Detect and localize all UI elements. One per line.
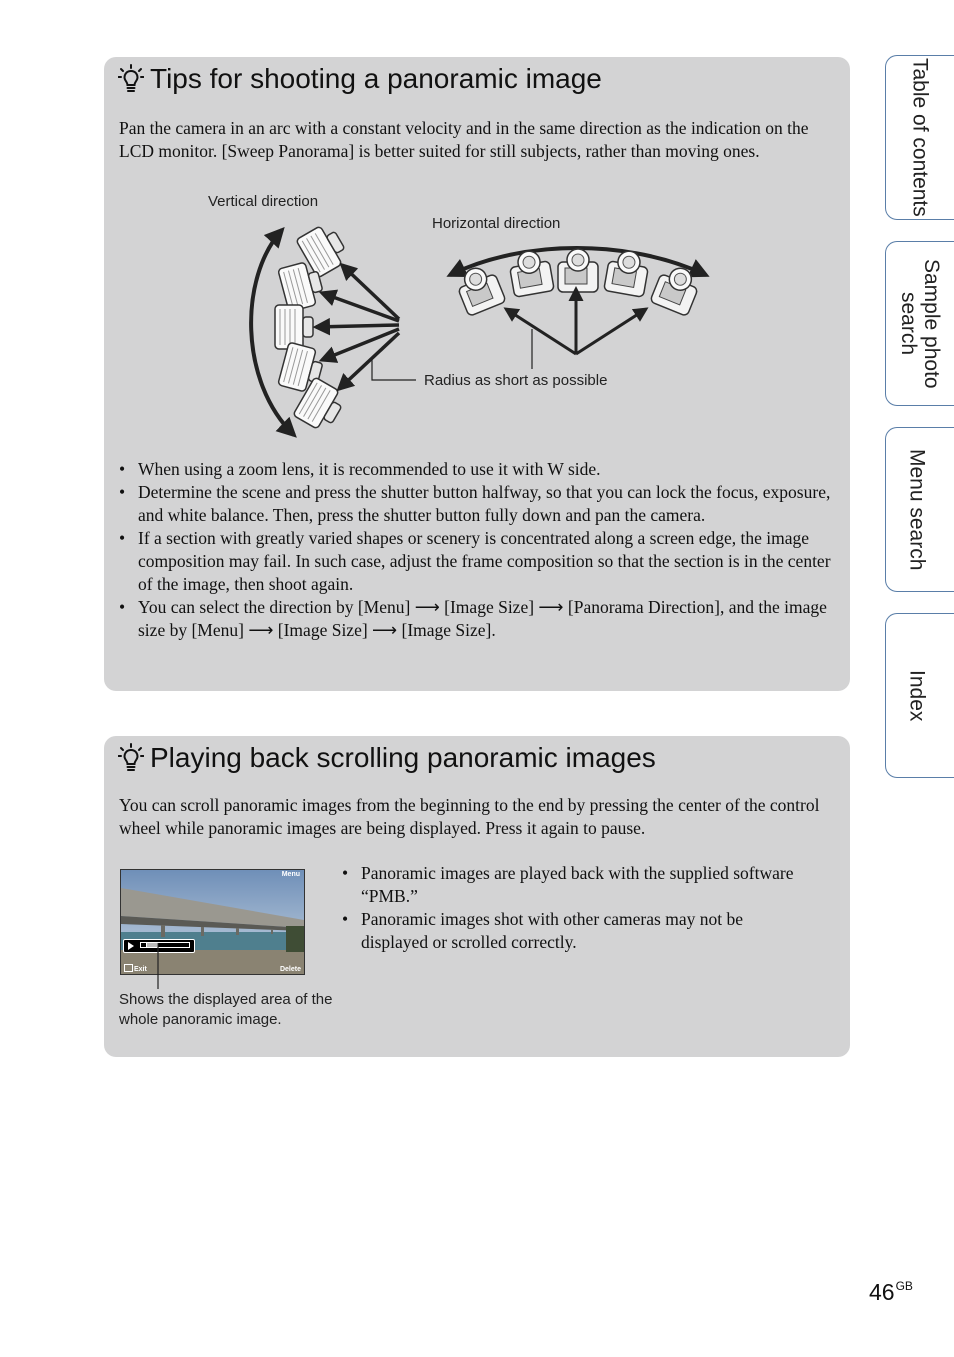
tab-menu-search[interactable] — [885, 427, 954, 592]
tips-panel — [104, 57, 850, 691]
playback-heading — [118, 742, 656, 774]
playback-panel — [104, 736, 850, 1057]
direction-diagram — [104, 57, 850, 457]
tips-title: Tips for shooting a panoramic image — [150, 63, 602, 94]
tab-index[interactable] — [885, 613, 954, 778]
horizontal-direction-label: Horizontal direction — [432, 215, 561, 232]
play-icon — [128, 942, 134, 950]
list-item: • Panoramic images shot with other cameras may not be displayed or scrolled correctly. — [342, 908, 812, 954]
radius-label: Radius as short as possible — [424, 372, 608, 389]
screen-caption: Shows the displayed area of the whole panoramic image. — [119, 991, 333, 1028]
camera-icon — [558, 249, 598, 292]
tab-label: Table of contents — [908, 58, 932, 217]
tab-label: Sample photo search — [897, 258, 943, 389]
list-item: • If a section with greatly varied shapes or scenery is concentrated along a screen edge, the image composition may fail. In such case, adjust the frame composition so that the section is in the center of the image, then shoot again. — [119, 527, 836, 596]
tab-label: Index — [905, 669, 929, 722]
delete-label: Delete — [279, 966, 301, 973]
page-number: $46^{GB}$ — [869, 1279, 913, 1305]
tips-bullets — [119, 458, 836, 642]
list-item: • When using a zoom lens, it is recommended to use it with W side. — [119, 458, 836, 481]
tab-table-of-contents[interactable] — [885, 55, 954, 220]
playback-title: Playing back scrolling panoramic images — [150, 742, 656, 773]
menu-label: Menu — [281, 871, 300, 878]
callout-line — [153, 943, 163, 993]
playback-bullets — [342, 862, 812, 954]
exit-label: Exit — [124, 964, 147, 973]
playback-intro: You can scroll panoramic images from the beginning to the end by pressing the center of the control wheel while panoramic images are being displayed. Press it again to pause. — [119, 795, 820, 838]
playback-screen-image — [120, 869, 305, 975]
tab-sample-photo-search[interactable] — [885, 241, 954, 406]
list-item: • Panoramic images are played back with the supplied software “PMB.” — [342, 862, 812, 908]
page-suffix: GB — [895, 1279, 913, 1293]
vertical-direction-label: Vertical direction — [208, 193, 319, 210]
panorama-direction-figure — [104, 57, 850, 457]
tab-label: Menu search — [905, 448, 929, 571]
hint-icon — [118, 743, 144, 773]
list-item: • Determine the scene and press the shutter button halfway, so that you can lock the focus, exposure, and white balance. Then, press the shutter button fully down and pan the camera. — [119, 481, 836, 527]
list-item: • You can select the direction by [Menu] ⟶ [Image Size] ⟶ [Panorama Direction], and the image size by [Menu] ⟶ [Image Size] ⟶ [Image Size]. — [119, 596, 836, 642]
camera-icon — [275, 305, 313, 349]
tips-intro: Pan the camera in an arc with a constant velocity and in the same direction as the indication on the LCD monitor. [Sweep Panorama] is better suited for still subjects, rather than moving ones. — [119, 118, 809, 161]
playback-button-icon — [124, 964, 133, 972]
